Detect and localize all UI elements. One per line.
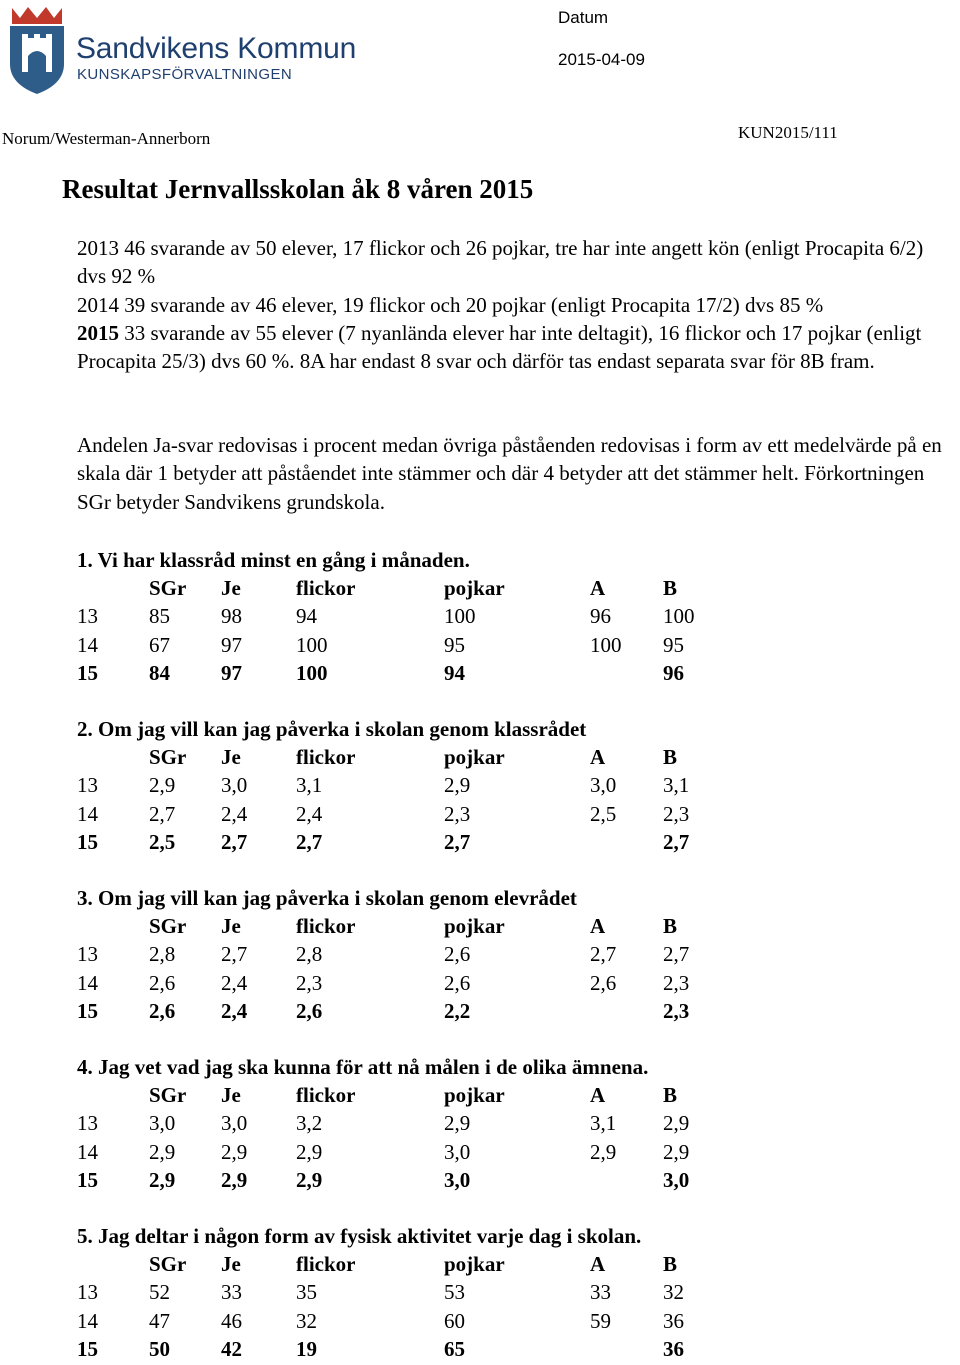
cell-je: 98	[221, 604, 242, 629]
cell-pojkar: 53	[444, 1280, 465, 1305]
column-header-flickor: flickor	[296, 745, 356, 770]
cell-pojkar: 3,0	[444, 1167, 471, 1192]
cell-sgr: 85	[149, 604, 170, 629]
question-table	[0, 548, 960, 688]
column-header-flickor: flickor	[296, 914, 356, 939]
cell-b: 3,1	[663, 773, 690, 798]
cell-sgr: 2,6	[149, 998, 176, 1023]
cell-b: 2,3	[663, 970, 690, 995]
cell-je: 42	[221, 1336, 242, 1361]
cell-b: 2,9	[663, 1139, 690, 1164]
cell-sgr: 2,8	[149, 942, 176, 967]
row-year: 14	[77, 632, 98, 657]
cell-flickor: 2,8	[296, 942, 323, 967]
authors: Norum/Westerman-Annerborn	[2, 129, 211, 148]
table-header-row	[0, 1252, 960, 1280]
cell-je: 2,4	[221, 970, 248, 995]
intro-line-2015	[77, 319, 957, 376]
date-label: Datum	[558, 8, 609, 27]
row-year: 13	[77, 1280, 98, 1305]
column-header-b: B	[663, 576, 678, 601]
question-table	[0, 1055, 960, 1195]
table-row	[0, 661, 960, 689]
table-row	[0, 942, 960, 970]
table-header-row	[0, 745, 960, 773]
column-header-a: A	[590, 1083, 606, 1108]
column-header-a: A	[590, 745, 606, 770]
table-row	[0, 604, 960, 632]
question-title: 5. Jag deltar i någon form av fysisk aktivitet varje dag i skolan.	[77, 1224, 642, 1248]
cell-pojkar: 2,6	[444, 970, 471, 995]
column-header-flickor: flickor	[296, 1252, 356, 1277]
cell-sgr: 50	[149, 1336, 170, 1361]
cell-flickor: 2,9	[296, 1167, 323, 1192]
table-row	[0, 1337, 960, 1365]
cell-b: 2,7	[663, 942, 690, 967]
cell-pojkar: 2,9	[444, 773, 471, 798]
cell-b: 100	[663, 604, 695, 629]
cell-flickor: 19	[296, 1336, 317, 1361]
cell-je: 33	[221, 1280, 242, 1305]
cell-pojkar: 60	[444, 1308, 465, 1333]
cell-a: 2,9	[590, 1139, 617, 1164]
question-title: 1. Vi har klassråd minst en gång i månaden.	[77, 548, 470, 572]
cell-b: 2,9	[663, 1111, 690, 1136]
cell-flickor: 100	[296, 632, 328, 657]
cell-a: 2,5	[590, 801, 617, 826]
cell-flickor: 2,3	[296, 970, 323, 995]
question-table	[0, 717, 960, 857]
cell-pojkar: 3,0	[444, 1139, 471, 1164]
question-title: 2. Om jag vill kan jag påverka i skolan genom klassrådet	[77, 717, 587, 741]
row-year: 15	[77, 829, 98, 854]
cell-je: 3,0	[221, 773, 248, 798]
column-header-a: A	[590, 914, 606, 939]
cell-sgr: 2,5	[149, 829, 176, 854]
document-title: Resultat Jernvallsskolan åk 8 våren 2015	[62, 174, 534, 204]
cell-je: 97	[221, 632, 242, 657]
cell-a: 3,0	[590, 773, 617, 798]
table-row	[0, 830, 960, 858]
cell-sgr: 47	[149, 1308, 170, 1333]
cell-flickor: 2,9	[296, 1139, 323, 1164]
table-row	[0, 1111, 960, 1139]
organization-department: KUNSKAPSFÖRVALTNINGEN	[77, 66, 293, 83]
column-header-sgr: SGr	[149, 745, 187, 770]
cell-pojkar: 2,3	[444, 801, 471, 826]
table-header-row	[0, 576, 960, 604]
column-header-je: Je	[221, 1252, 241, 1277]
method-paragraph: Andelen Ja-svar redovisas i procent medan övriga påståenden redovisas i form av ett medelvärde på en skala där 1 betyder att påståendet inte stämmer och där 4 betyder att det stämmer helt. Förkortningen SGr betyder Sandvikens grundskola.	[77, 433, 942, 514]
column-header-pojkar: pojkar	[444, 576, 505, 601]
question-title: 3. Om jag vill kan jag påverka i skolan genom elevrådet	[77, 886, 577, 910]
cell-flickor: 32	[296, 1308, 317, 1333]
cell-b: 2,3	[663, 801, 690, 826]
row-year: 15	[77, 660, 98, 685]
table-row	[0, 802, 960, 830]
row-year: 15	[77, 1336, 98, 1361]
table-header-row	[0, 914, 960, 942]
cell-pojkar: 65	[444, 1336, 465, 1361]
cell-je: 2,4	[221, 998, 248, 1023]
column-header-pojkar: pojkar	[444, 745, 505, 770]
cell-je: 2,7	[221, 829, 248, 854]
cell-je: 2,9	[221, 1139, 248, 1164]
cell-a: 100	[590, 632, 622, 657]
column-header-sgr: SGr	[149, 914, 187, 939]
cell-sgr: 2,9	[149, 773, 176, 798]
row-year: 15	[77, 998, 98, 1023]
intro-text-2015: 33 svarande av 55 elever (7 nyanlända elever har inte deltagit), 16 flickor och 17 pojkar (enligt Procapita 25/3) dvs 60 %. 8A har endast 8 svar och därför tas endast separata svar för 8B fram.	[77, 320, 922, 374]
question-table	[0, 886, 960, 1026]
column-header-b: B	[663, 1252, 678, 1277]
cell-sgr: 2,7	[149, 801, 176, 826]
cell-pojkar: 2,6	[444, 942, 471, 967]
cell-b: 36	[663, 1336, 684, 1361]
cell-je: 3,0	[221, 1111, 248, 1136]
intro-year-2015: 2015	[77, 320, 119, 345]
cell-flickor: 3,2	[296, 1111, 323, 1136]
table-row	[0, 1140, 960, 1168]
row-year: 13	[77, 773, 98, 798]
intro-line-2014: 2014 39 svarande av 46 elever, 19 flickor och 20 pojkar (enligt Procapita 17/2) dvs 85 %	[77, 292, 824, 317]
column-header-je: Je	[221, 914, 241, 939]
crest-icon	[6, 4, 68, 96]
cell-pojkar: 2,9	[444, 1111, 471, 1136]
column-header-b: B	[663, 914, 678, 939]
cell-flickor: 2,4	[296, 801, 323, 826]
cell-pojkar: 100	[444, 604, 476, 629]
cell-a: 33	[590, 1280, 611, 1305]
column-header-je: Je	[221, 745, 241, 770]
cell-flickor: 100	[296, 660, 328, 685]
column-header-je: Je	[221, 1083, 241, 1108]
cell-pojkar: 95	[444, 632, 465, 657]
row-year: 14	[77, 801, 98, 826]
row-year: 14	[77, 1139, 98, 1164]
cell-b: 2,7	[663, 829, 690, 854]
column-header-a: A	[590, 1252, 606, 1277]
intro-paragraph	[77, 234, 957, 375]
row-year: 14	[77, 1308, 98, 1333]
cell-pojkar: 94	[444, 660, 465, 685]
cell-sgr: 67	[149, 632, 170, 657]
cell-pojkar: 2,2	[444, 998, 471, 1023]
municipality-crest-logo	[6, 4, 68, 96]
reference-number: KUN2015/111	[738, 123, 838, 142]
cell-b: 2,3	[663, 998, 690, 1023]
cell-b: 95	[663, 632, 684, 657]
cell-a: 3,1	[590, 1111, 617, 1136]
table-row	[0, 971, 960, 999]
cell-je: 2,9	[221, 1167, 248, 1192]
column-header-flickor: flickor	[296, 576, 356, 601]
cell-flickor: 35	[296, 1280, 317, 1305]
row-year: 13	[77, 1111, 98, 1136]
row-year: 13	[77, 942, 98, 967]
table-row	[0, 1309, 960, 1337]
cell-flickor: 2,6	[296, 998, 323, 1023]
cell-a: 96	[590, 604, 611, 629]
column-header-pojkar: pojkar	[444, 914, 505, 939]
cell-sgr: 52	[149, 1280, 170, 1305]
table-row	[0, 633, 960, 661]
cell-je: 97	[221, 660, 242, 685]
table-row	[0, 1280, 960, 1308]
question-table	[0, 1224, 960, 1364]
table-row	[0, 1168, 960, 1196]
cell-a: 2,7	[590, 942, 617, 967]
column-header-a: A	[590, 576, 606, 601]
intro-line-2013: 2013 46 svarande av 50 elever, 17 flickor och 26 pojkar, tre har inte angett kön (enligt Procapita 6/2) dvs 92 %	[77, 236, 924, 289]
cell-sgr: 3,0	[149, 1111, 176, 1136]
column-header-flickor: flickor	[296, 1083, 356, 1108]
row-year: 13	[77, 604, 98, 629]
column-header-b: B	[663, 745, 678, 770]
cell-b: 96	[663, 660, 684, 685]
cell-je: 2,7	[221, 942, 248, 967]
cell-sgr: 2,9	[149, 1167, 176, 1192]
cell-a: 2,6	[590, 970, 617, 995]
row-year: 15	[77, 1167, 98, 1192]
cell-sgr: 2,9	[149, 1139, 176, 1164]
cell-b: 36	[663, 1308, 684, 1333]
cell-flickor: 94	[296, 604, 317, 629]
cell-flickor: 2,7	[296, 829, 323, 854]
cell-flickor: 3,1	[296, 773, 323, 798]
cell-sgr: 2,6	[149, 970, 176, 995]
cell-b: 3,0	[663, 1167, 690, 1192]
column-header-pojkar: pojkar	[444, 1083, 505, 1108]
table-row	[0, 773, 960, 801]
column-header-sgr: SGr	[149, 1252, 187, 1277]
table-header-row	[0, 1083, 960, 1111]
table-row	[0, 999, 960, 1027]
question-title: 4. Jag vet vad jag ska kunna för att nå målen i de olika ämnena.	[77, 1055, 649, 1079]
cell-je: 46	[221, 1308, 242, 1333]
organization-name: Sandvikens Kommun	[76, 32, 357, 65]
cell-sgr: 84	[149, 660, 170, 685]
cell-a: 59	[590, 1308, 611, 1333]
column-header-je: Je	[221, 576, 241, 601]
row-year: 14	[77, 970, 98, 995]
column-header-sgr: SGr	[149, 576, 187, 601]
date-value: 2015-04-09	[558, 50, 645, 69]
cell-je: 2,4	[221, 801, 248, 826]
column-header-sgr: SGr	[149, 1083, 187, 1108]
cell-pojkar: 2,7	[444, 829, 471, 854]
cell-b: 32	[663, 1280, 684, 1305]
column-header-b: B	[663, 1083, 678, 1108]
column-header-pojkar: pojkar	[444, 1252, 505, 1277]
